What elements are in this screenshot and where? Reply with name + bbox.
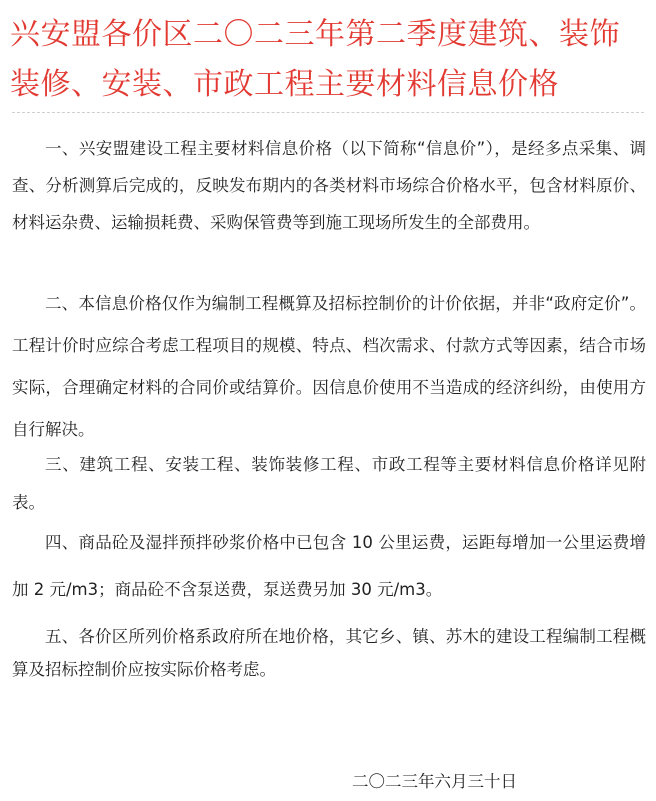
paragraph-4: 四、商品砼及湿拌预拌砂浆价格中已包含 10 公里运费，运距每增加一公里运费增加 2 元/m3；商品砼不含泵送费，泵送费另加 30 元/m3。	[12, 533, 646, 599]
paragraph-3: 三、建筑工程、安装工程、装饰装修工程、市政工程等主要材料信息价格详见附表。	[12, 455, 646, 512]
title-divider	[12, 112, 644, 113]
paragraph-5: 五、各价区所列价格系政府所在地价格，其它乡、镇、苏木的建设工程编制工程概算及招标控制价应按实际价格考虑。	[12, 627, 646, 679]
document-title: 兴安盟各价区二〇二三年第二季度建筑、装饰装修、安装、市政工程主要材料信息价格	[10, 17, 620, 102]
paragraph-2: 二、本信息价格仅作为编制工程概算及招标控制价的计价依据，并非“政府定价”。工程计价时应综合考虑工程项目的规模、特点、档次需求、付款方式等因素，结合市场实际，合理确定材料的合同价或结算价。因信息价使用不当造成的经济纠纷，由使用方自行解决。	[12, 294, 646, 439]
paragraph-1: 一、兴安盟建设工程主要材料信息价格（以下简称“信息价”），是经多点采集、调查、分析测算后完成的，反映发布期内的各类材料市场综合价格水平，包含材料原价、材料运杂费、运输损耗费、采购保管费等到施工现场所发生的全部费用。	[12, 139, 646, 232]
document-date: 二〇二三年六月三十日	[352, 772, 517, 791]
